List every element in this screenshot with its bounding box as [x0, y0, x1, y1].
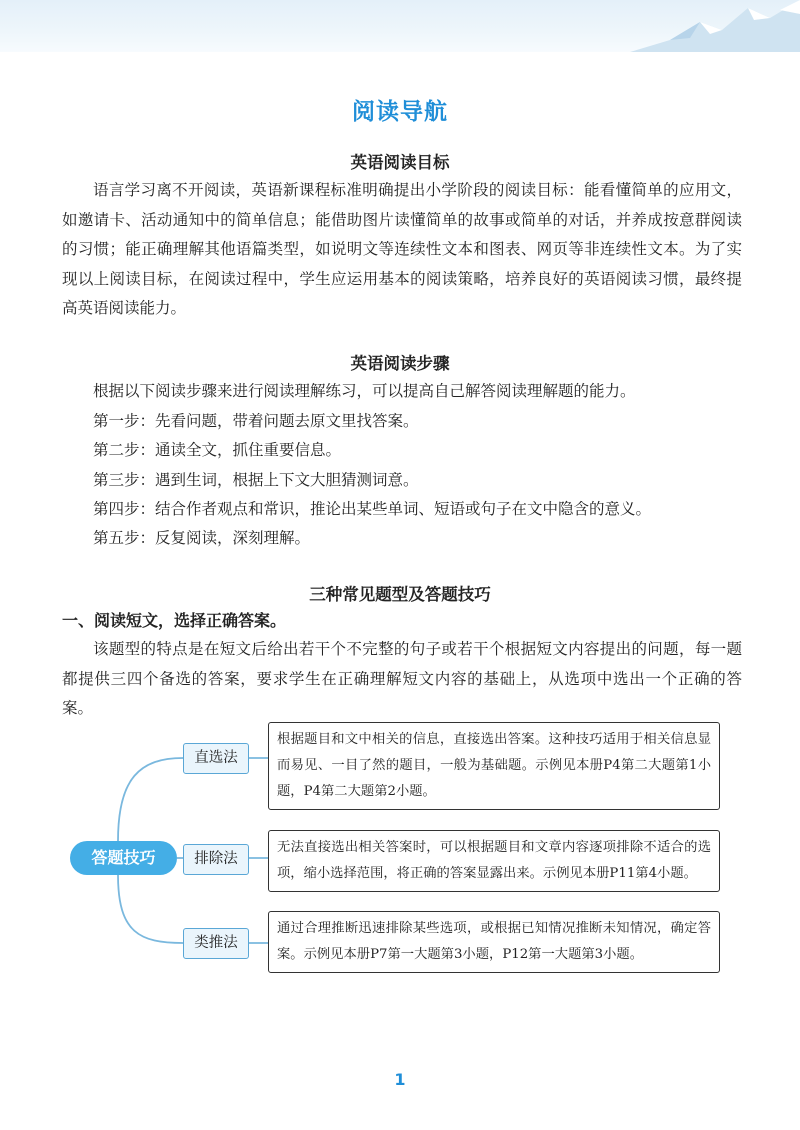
section-title-types: 三种常见题型及答题技巧: [309, 585, 491, 604]
types-paragraph: 该题型的特点是在短文后给出若干个不完整的句子或若干个根据短文内容提出的问题，每一题都提供三四个备选的答案，要求学生在正确理解短文内容的基础上，从选项中选出一个正确的答案。: [62, 640, 742, 718]
snow-mountain-icon: [630, 0, 800, 52]
method-direct-select: 直选法: [183, 743, 249, 774]
header-banner: [0, 0, 800, 52]
answer-skills-mindmap: [0, 718, 800, 988]
mindmap-center-node: 答题技巧: [70, 841, 177, 875]
step-2: 第二步：通读全文，抓住重要信息。: [93, 441, 342, 459]
subheading-reading-choice: 一、阅读短文，选择正确答案。: [62, 611, 287, 630]
method-inference: 类推法: [183, 928, 249, 959]
tip-elimination: 无法直接选出相关答案时，可以根据题目和文章内容逐项排除不适合的选项，缩小选择范围，将正确的答案显露出来。示例见本册P11第4小题。: [268, 830, 720, 892]
section-title-steps: 英语阅读步骤: [350, 354, 450, 373]
step-4: 第四步：结合作者观点和常识，推论出某些单词、短语或句子在文中隐含的意义。: [93, 500, 652, 518]
tip-direct-select: 根据题目和文中相关的信息，直接选出答案。这种技巧适用于相关信息显而易见、一目了然的题目，一般为基础题。示例见本册P4第二大题第1小题，P4第二大题第2小题。: [268, 722, 720, 810]
goals-paragraph: 语言学习离不开阅读，英语新课程标准明确提出小学阶段的阅读目标：能看懂简单的应用文，如邀请卡、活动通知中的简单信息；能借助图片读懂简单的故事或简单的对话，并养成按意群阅读的习惯；能正确理解其他语篇类型，如说明文等连续性文本和图表、网页等非连续性文本。为了实现以上阅读目标，在阅读过程中，学生应运用基本的阅读策略，培养良好的英语阅读习惯，最终提高英语阅读能力。: [62, 181, 742, 318]
steps-intro: 根据以下阅读步骤来进行阅读理解练习，可以提高自己解答阅读理解题的能力。: [93, 382, 636, 400]
method-elimination: 排除法: [183, 844, 249, 875]
step-5: 第五步：反复阅读，深刻理解。: [93, 529, 311, 547]
page-number: 1: [394, 1070, 406, 1089]
tip-inference: 通过合理推断迅速排除某些选项，或根据已知情况推断未知情况，确定答案。示例见本册P7第一大题第3小题，P12第一大题第3小题。: [268, 911, 720, 973]
step-3: 第三步：遇到生词，根据上下文大胆猜测词意。: [93, 471, 419, 489]
page-title: 阅读导航: [352, 99, 448, 125]
section-title-goals: 英语阅读目标: [350, 153, 450, 172]
step-1: 第一步：先看问题，带着问题去原文里找答案。: [93, 412, 419, 430]
